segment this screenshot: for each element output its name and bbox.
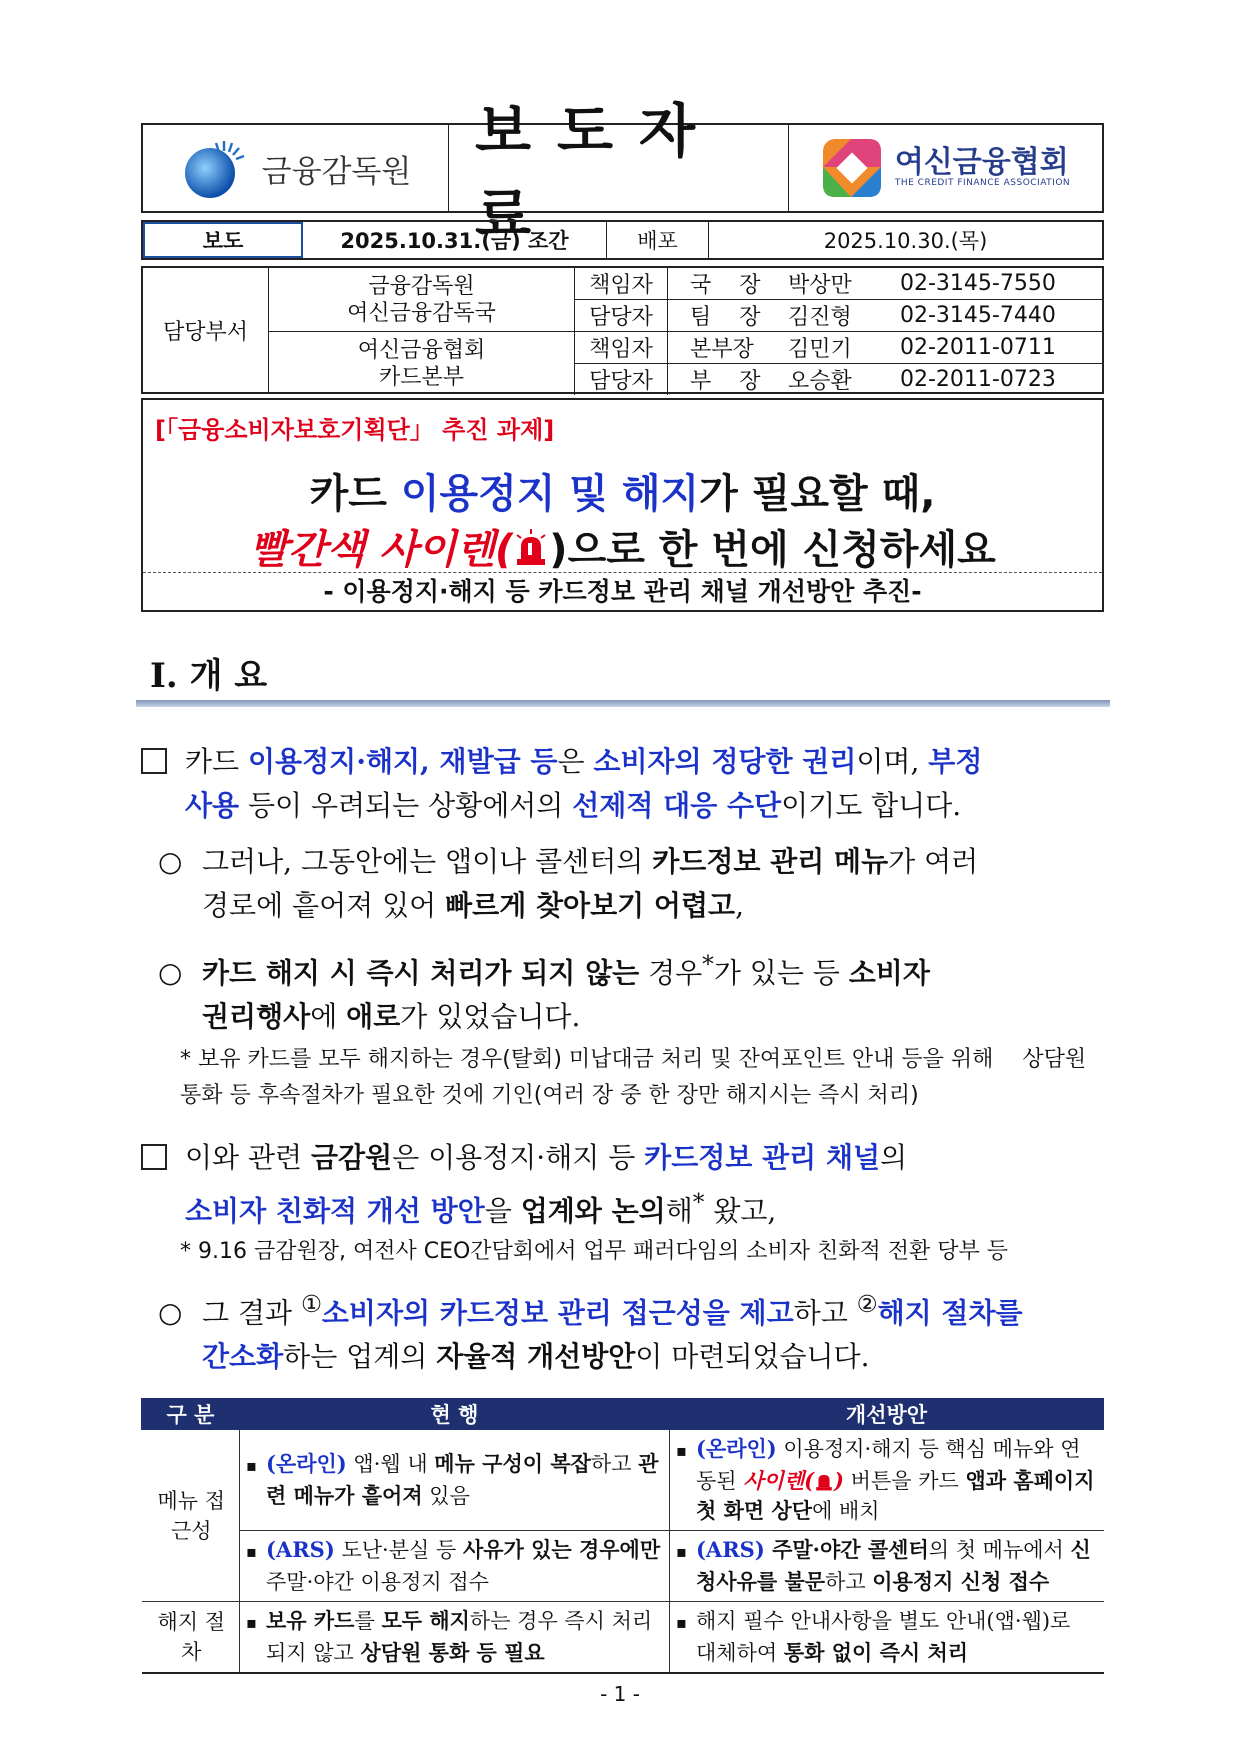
emphasis: 애로 [346,1000,401,1034]
cell-red-text: 사이렌( [743,1468,815,1493]
highlight: 소비자의 카드정보 관리 접근성을 제고 [321,1296,794,1330]
paragraph-4 [141,1136,1111,1233]
project-tag: [「금융소비자보호기획단」 추진 과제] [155,416,555,444]
contact-role: 담당자 [575,300,668,331]
cell-text: 에 배치 [812,1499,880,1523]
table-category: 해지 절차 [142,1602,240,1674]
table-header: 구 분 [142,1399,240,1430]
table-row [142,1430,1104,1531]
fss-globe-icon [180,137,248,199]
paragraph-3 [158,942,1108,1039]
text: 하는 업계의 [283,1340,437,1374]
section-title: Ⅰ. 개 요 [150,656,268,696]
footnote-1 [180,1042,1110,1114]
report-date: 2025.10.31.(금) 조간 [303,222,607,258]
text: 가 있었습니다. [400,1000,581,1034]
org-name: 여신금융협회 [357,337,486,363]
contact-row [575,300,1102,331]
cell-emphasis: 상담원 통화 등 필요 [360,1640,545,1665]
emphasis: 카드 해지 시 즉시 처리가 되지 않는 [202,956,640,990]
highlight: 카드정보 관리 채널 [644,1141,881,1174]
circle-bullet-icon: ○ [158,956,183,990]
cell-emphasis: 사유가 있는 경우에만 [462,1537,661,1562]
text: 하고 [793,1296,857,1330]
org-name: 금융감독원 [368,273,475,299]
contact-row [575,268,1102,300]
emphasis: 카드정보 관리 메뉴 [652,845,889,878]
highlight: 간소화 [202,1340,284,1374]
contact-role: 책임자 [575,332,668,363]
cell-emphasis: 통화 없이 즉시 처리 [783,1640,969,1665]
circle-bullet-icon: ○ [158,1296,183,1330]
contact-position: 본부장 [690,337,754,362]
footnote-mark: * [692,1188,705,1216]
table-cell-current [240,1602,670,1674]
siren-icon [814,1470,834,1492]
cell-emphasis: 주말·야간 콜센터 [764,1537,929,1562]
cell-text: 주말·야간 이용정지 접수 [266,1570,489,1594]
text: 등이 우려되는 상황에서의 [239,789,573,822]
contact-row [575,364,1102,395]
number-mark: ② [856,1290,878,1318]
org-division: 여신금융감독국 [347,300,496,326]
cell-emphasis: 메뉴 구성이 복잡 [434,1451,591,1476]
cell-emphasis: 이용정지 신청 접수 [872,1569,1050,1594]
headline-text: )으로 한 번에 신청하세요 [549,527,996,573]
contact-name: 김진형 [788,305,852,330]
distribution-date: 2025.10.30.(목) [823,229,988,253]
checkbox-bullet-icon [141,748,167,774]
text: 이며, [856,745,929,778]
department-label: 담당부서 [143,268,269,392]
release-info [141,220,1104,260]
paragraph-5 [158,1282,1108,1379]
comparison-table [141,1398,1104,1674]
headline-text: 가 필요할 때, [699,471,936,517]
cell-text: 버튼을 카드 [843,1469,966,1493]
headline-highlight: 이용정지 및 해지 [400,471,700,517]
cell-text: 이용정지·해지 등 핵심 메뉴와 연동된 [696,1437,1081,1493]
cell-text: 있음 [422,1484,470,1508]
headline-line-1 [143,462,1102,519]
headline-box [141,398,1104,612]
text: 은 이용정지·해지 등 [392,1141,645,1174]
text: 이와 관련 [185,1141,311,1174]
cell-text: 를 [354,1609,382,1633]
cell-text: 하고 [825,1570,873,1594]
cell-tag: (ARS) [696,1537,765,1562]
cell-tag: (온라인) [696,1436,777,1461]
highlight: 사용 [185,789,240,822]
emphasis: 업계와 논의 [520,1194,666,1228]
highlight: 소비자의 정당한 권리 [593,745,857,778]
press-release-title: 보도자료 [449,125,789,211]
cell-text: 하는 경우 즉시 처리되지 않고 [266,1609,653,1665]
text: 이 마련되었습니다. [635,1340,870,1374]
cell-red-text: ) [834,1468,844,1493]
contact-role: 책임자 [575,268,668,299]
cell-emphasis: 보유 카드 [266,1608,355,1633]
fss-logo [143,125,449,211]
department-group-fss [269,268,1102,332]
text: 은 [557,745,594,778]
highlight: 해지 절차를 [877,1296,1023,1330]
footnote-2: * 9.16 금감원장, 여전사 CEO간담회에서 업무 패러다임의 소비자 친화적 전환 당부 등 [180,1239,1009,1264]
cfa-logo-icon [821,137,883,199]
text: 그러나, 그동안에는 앱이나 콜센터의 [202,845,653,878]
contact-position: 국 장 [690,273,761,298]
text: 가 있는 등 [713,956,849,990]
text: 경우 [639,956,703,990]
cell-text: 도난·분실 등 [334,1538,463,1562]
contact-position: 팀 장 [690,305,761,330]
cell-emphasis: 신청사유를 불문 [696,1537,1091,1594]
fss-name: 금융감독원 [261,153,412,190]
footnote-mark: * [702,950,714,978]
cell-emphasis: 앱과 홈페이지 첫 화면 상단 [696,1468,1095,1523]
emphasis: 소비자 [848,956,930,990]
table-cell-current [240,1430,670,1531]
table-cell-improvement [670,1430,1104,1531]
cell-text: 해지 필수 안내사항을 별도 안내(앱·웹)로 대체하여 [696,1609,1071,1665]
department-group-cfa [269,332,1102,395]
contact-name: 오승환 [788,369,852,394]
checkbox-bullet-icon [141,1144,167,1170]
contact-phone: 02-2011-0711 [900,335,1056,360]
cell-text: 앱·웹 내 [346,1452,435,1476]
highlight: 이용정지·해지, 재발급 등 [248,745,558,778]
cfa-logo [789,125,1102,211]
highlight: 선제적 대응 수단 [572,789,782,822]
contact-position: 부 장 [690,369,761,394]
table-category: 메뉴 접근성 [142,1430,240,1602]
table-row [142,1531,1104,1602]
text: 을 [484,1194,521,1228]
text: 경로에 흩어져 있어 [202,889,446,922]
emphasis: 권리행사 [202,1000,311,1034]
contact-phone: 02-2011-0723 [900,367,1056,392]
emphasis: 자율적 개선방안 [436,1340,636,1374]
cell-text: 하고 [590,1452,639,1476]
number-mark: ① [300,1290,322,1318]
cfa-english-name: THE CREDIT FINANCE ASSOCIATION [894,178,1071,188]
text: 에 [310,1000,347,1034]
table-row [142,1602,1104,1674]
paragraph-2 [158,840,1108,928]
page-number: - 1 - [600,1682,640,1706]
table-cell-improvement [670,1602,1104,1674]
cell-tag: (ARS) [266,1537,335,1562]
emphasis: 금감원 [311,1141,393,1174]
table-header: 현 행 [240,1399,670,1430]
distribution-label: 배포 [607,222,709,258]
footnote-line: * 보유 카드를 모두 해지하는 경우(탈회) 미납대금 처리 및 잔여포인트 안내 등을 위해 [180,1047,994,1072]
department-table [141,266,1104,394]
headline-line-2 [143,518,1102,575]
org-division: 카드본부 [378,364,464,390]
headline-subline: - 이용정지·해지 등 카드정보 관리 채널 개선방안 추진- [143,572,1102,610]
contact-phone: 02-3145-7550 [900,271,1056,296]
paragraph-1 [141,740,1111,828]
cell-emphasis: 모두 해지 [381,1608,470,1633]
report-label: 보도 [143,222,303,258]
cell-emphasis: 관련 메뉴가 흩어져 [266,1451,659,1508]
contact-name: 김민기 [788,337,852,362]
text: 가 여러 [888,845,979,878]
contact-phone: 02-3145-7440 [900,303,1056,328]
table-cell-improvement [670,1531,1104,1602]
contact-name: 박상만 [788,273,852,298]
text: 의 [880,1141,908,1174]
circle-bullet-icon: ○ [158,845,183,878]
cell-text: 의 첫 메뉴에서 [928,1538,1071,1562]
headline-red-text: 빨간색 사이렌( [249,527,514,573]
table-header: 개선방안 [670,1399,1104,1430]
section-divider [136,700,1110,707]
text: 그 결과 [202,1296,301,1330]
table-cell-current [240,1531,670,1602]
emphasis: 빠르게 찾아보기 어렵고 [445,889,736,922]
text: 왔고, [704,1194,777,1228]
cfa-name: 여신금융협회 [894,145,1069,180]
text: , [735,889,744,922]
text: 이기도 합니다. [781,789,962,822]
siren-icon [513,529,549,567]
text: 해 [665,1194,693,1228]
table-header-row [142,1399,1104,1430]
headline-text: 카드 [309,471,401,517]
text: 카드 [185,745,248,778]
highlight: 부정 [928,745,983,778]
footnote-line: 상담원 통화 등 후속절차가 필요한 것에 기인(여러 장 중 한 장만 해지시는 즉시 처리) [180,1047,1087,1108]
contact-row [575,332,1102,364]
cell-tag: (온라인) [266,1451,347,1476]
highlight: 소비자 친화적 개선 방안 [185,1194,485,1228]
contact-role: 담당자 [575,364,668,395]
